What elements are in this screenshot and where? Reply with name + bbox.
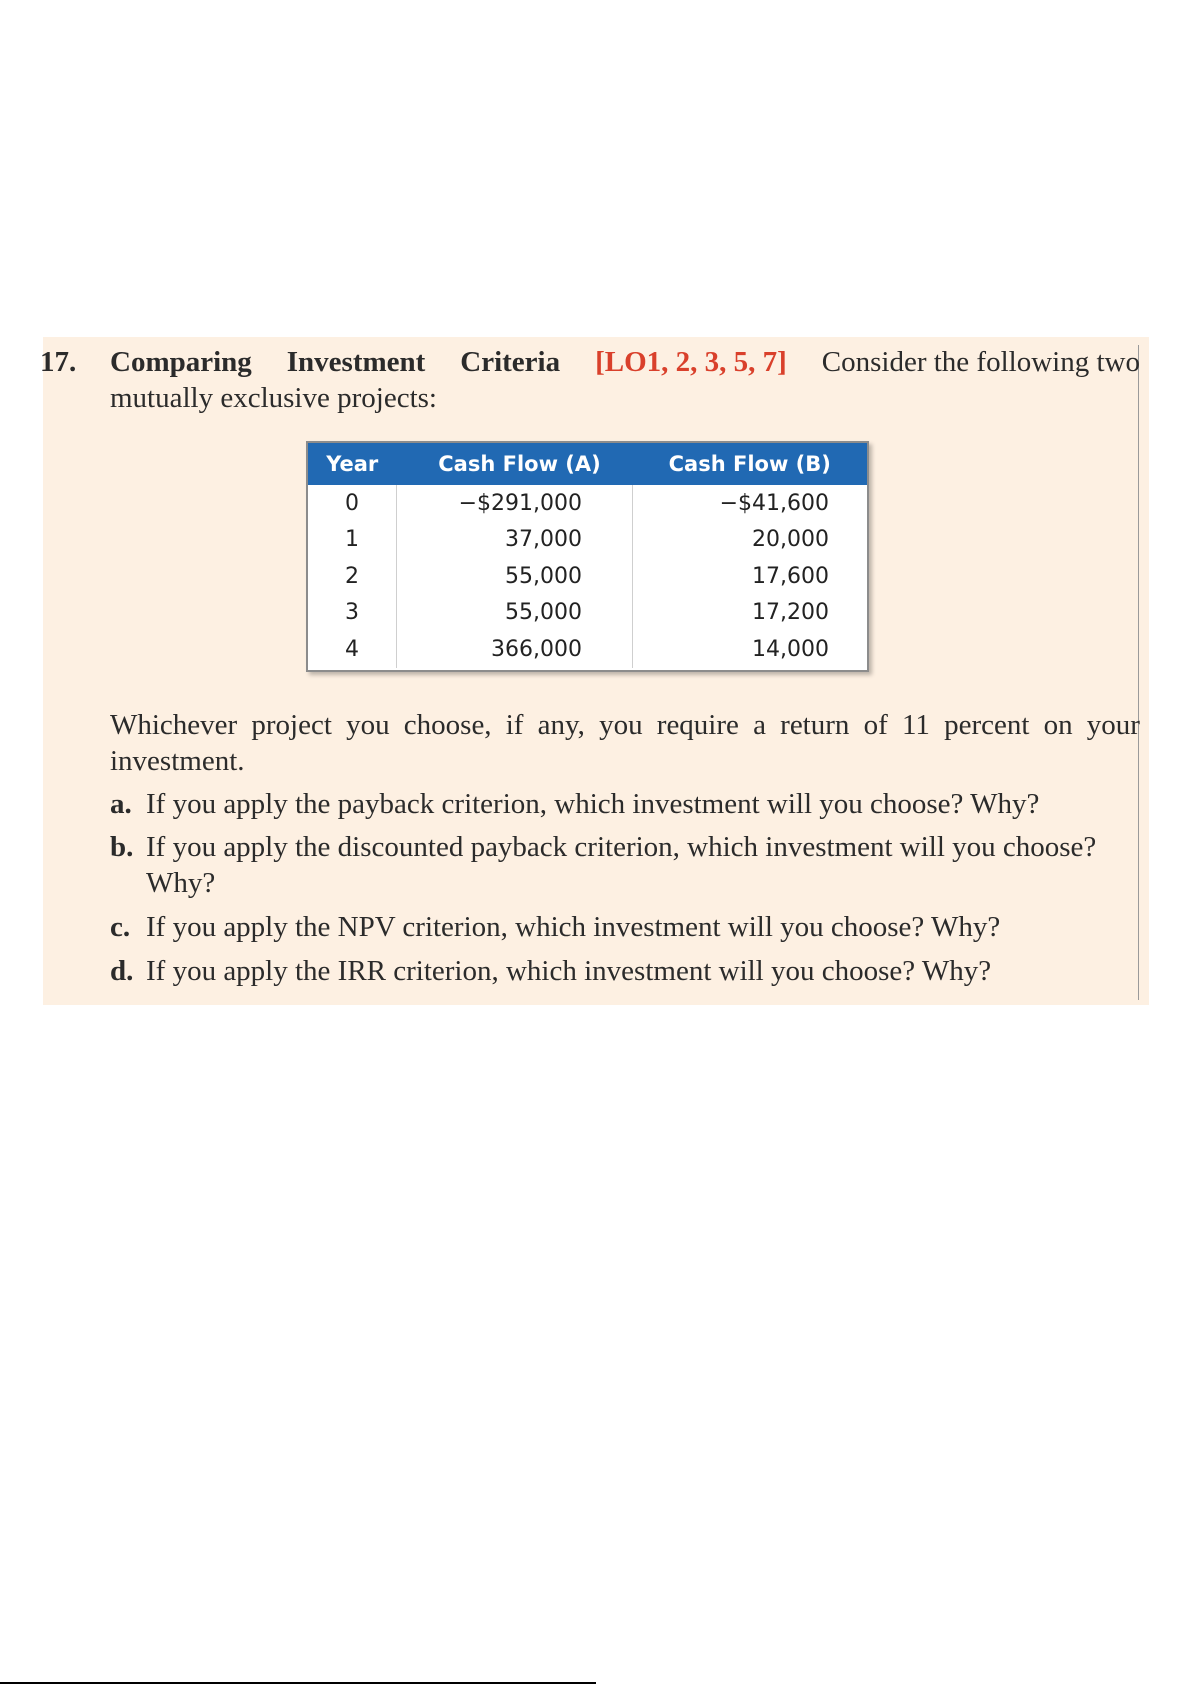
year-cell: 1	[308, 522, 397, 559]
cash-flow-a-cell: 55,000	[397, 558, 633, 595]
year-cell: 2	[308, 558, 397, 595]
table-row	[308, 522, 867, 559]
statement-word: return	[780, 709, 850, 741]
question-d	[110, 953, 991, 989]
cash-flow-b-cell: 20,000	[752, 527, 829, 553]
header-cash-flow-a: Cash Flow (A)	[397, 443, 633, 485]
cash-flow-a-cell: 366,000	[397, 631, 633, 668]
problem-title-word-2: Investment	[286, 346, 426, 378]
cash-flow-a-cell: 37,000	[397, 522, 633, 559]
question-c	[110, 909, 1000, 945]
footnote-rule	[0, 1682, 596, 1684]
cash-flow-a-cell: −$291,000	[397, 485, 633, 522]
learning-objectives: [LO1, 2, 3, 5, 7]	[595, 346, 787, 378]
cash-flow-b-cell: 17,600	[752, 563, 829, 589]
question-text: If you apply the discounted payback criterion, which investment will you choose?	[146, 831, 1097, 863]
problem-title-word-1: Comparing	[110, 346, 252, 378]
year-cell: 0	[308, 485, 397, 522]
intro-text: Consider the following two	[821, 346, 1140, 378]
statement-word: any,	[537, 709, 585, 741]
table-row	[308, 595, 867, 632]
question-a	[110, 786, 1039, 822]
year-cell: 3	[308, 595, 397, 632]
table-header-row	[308, 443, 867, 485]
table-row	[308, 631, 867, 668]
question-letter: a.	[110, 788, 132, 820]
table-row	[308, 558, 867, 595]
question-text: If you apply the NPV criterion, which investment will you choose? Why?	[146, 911, 1001, 943]
statement-word: on	[1043, 709, 1073, 741]
question-b	[110, 829, 1096, 865]
cash-flow-b-cell: 17,200	[752, 600, 829, 626]
question-letter: b.	[110, 831, 134, 863]
panel-border	[1138, 345, 1139, 1000]
header-year: Year	[308, 443, 397, 485]
question-letter: c.	[110, 911, 131, 943]
cash-flow-b-cell: −$41,600	[719, 490, 829, 516]
statement-word: a	[753, 709, 766, 741]
question-b-continued: Why?	[146, 867, 216, 899]
statement-word: percent	[944, 709, 1030, 741]
problem-title-word-3: Criteria	[460, 346, 561, 378]
table-row	[308, 485, 867, 522]
problem-header-line	[110, 344, 1140, 380]
cash-flow-table	[306, 441, 869, 672]
header-cash-flow-b: Cash Flow (B)	[633, 443, 868, 485]
statement-word: choose,	[403, 709, 492, 741]
statement-word: of	[863, 709, 888, 741]
statement-word: you	[599, 709, 643, 741]
question-text: If you apply the IRR criterion, which investment will you choose? Why?	[146, 955, 992, 987]
problem-number: 17.	[40, 346, 77, 378]
statement-word: your	[1086, 709, 1140, 741]
statement-word: Whichever	[110, 709, 238, 741]
question-letter: d.	[110, 955, 134, 987]
statement-word: you	[346, 709, 390, 741]
year-cell: 4	[308, 631, 397, 668]
statement-word: require	[656, 709, 739, 741]
statement-word: 11	[901, 709, 930, 741]
statement-word: project	[251, 709, 332, 741]
statement-word: if	[505, 709, 524, 741]
statement-line-2: investment.	[110, 745, 245, 777]
statement-text	[110, 707, 1140, 743]
cash-flow-b-cell: 14,000	[752, 636, 829, 662]
statement-line-1	[110, 707, 1140, 743]
intro-line-2: mutually exclusive projects:	[110, 382, 437, 414]
cash-flow-a-cell: 55,000	[397, 595, 633, 632]
question-text: If you apply the payback criterion, which investment will you choose? Why?	[146, 788, 1040, 820]
